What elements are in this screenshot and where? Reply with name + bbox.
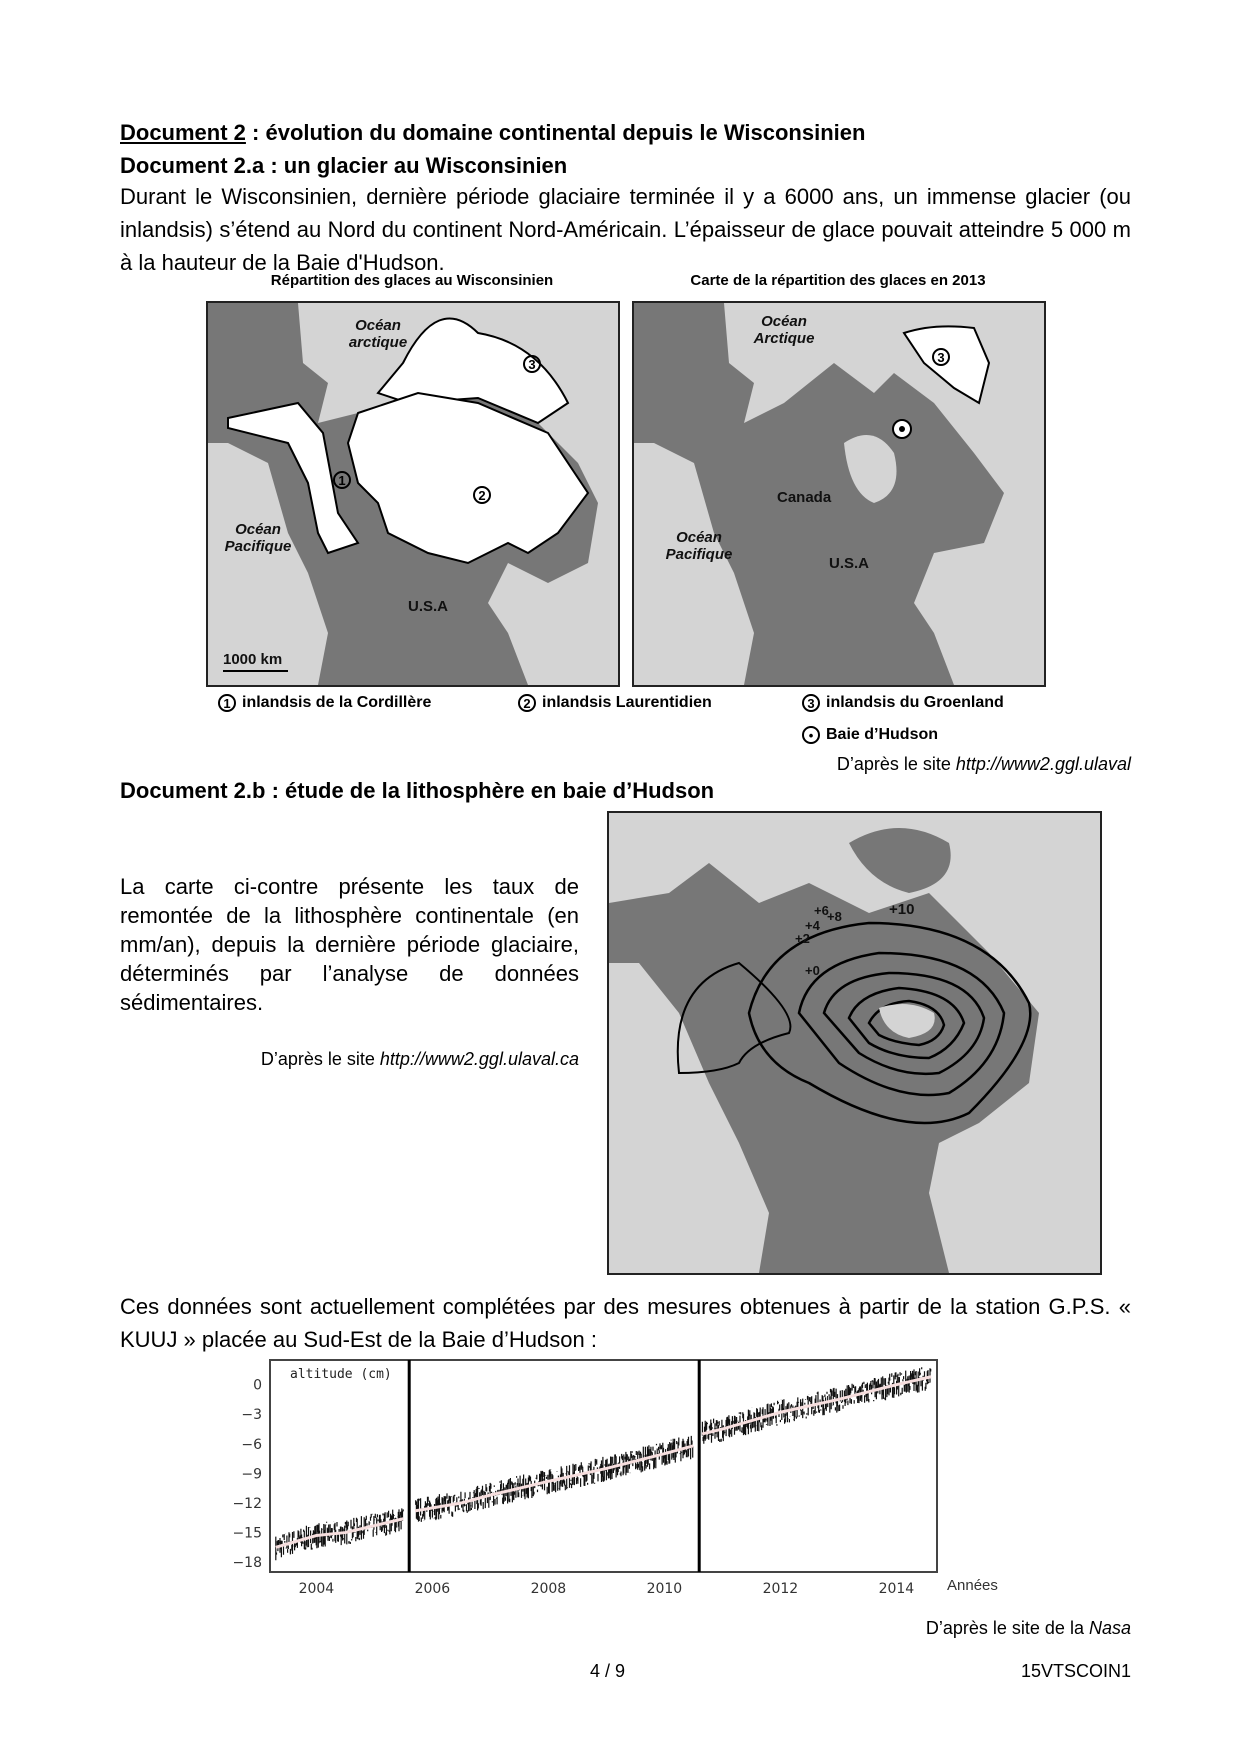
legend-num: 2 xyxy=(518,694,536,712)
x-tick-label: 2010 xyxy=(646,1581,683,1597)
doc2b-source xyxy=(261,1049,579,1070)
x-tick-label: 2004 xyxy=(298,1581,335,1597)
x-tick-label: 2006 xyxy=(414,1581,451,1597)
source-prefix: D’après le site xyxy=(836,754,956,774)
contour-label-6: +6 xyxy=(814,903,829,918)
doc2a-source xyxy=(837,754,1131,775)
contour-label-4: +4 xyxy=(805,918,820,933)
doc2-label: Document 2 xyxy=(120,120,246,145)
legend-label: inlandsis Laurentidien xyxy=(542,694,712,711)
map2-usa: U.S.A xyxy=(829,555,870,572)
legend-label: inlandsis de la Cordillère xyxy=(242,694,432,711)
doc2-title xyxy=(120,120,865,146)
map1-ocean-arctic: Océan arctique xyxy=(348,317,408,351)
x-tick-label: 2014 xyxy=(878,1581,915,1597)
legend-item-hudson xyxy=(802,726,938,744)
map1-marker-2: 2 xyxy=(473,486,491,504)
y-tick-label: −18 xyxy=(232,1555,262,1572)
source-prefix: D’après le site xyxy=(260,1049,380,1069)
doc2b-text: La carte ci-contre présente les taux de remontée de la lithosphère continentale (en mm/an), depuis la dernière période glaciaire, déterminés par l’analyse de données sédimentaires. xyxy=(120,874,579,1015)
y-axis-label: altitude (cm) xyxy=(290,1367,392,1382)
target-icon: • xyxy=(802,726,820,744)
contour-label-8: +8 xyxy=(827,909,842,924)
map1-marker-1: 1 xyxy=(333,471,351,489)
map1-scale: 1000 km xyxy=(223,651,283,668)
source-url: http://www2.ggl.ulaval xyxy=(955,754,1131,774)
map1-drawing xyxy=(208,303,618,685)
legend-label: Baie d’Hudson xyxy=(826,726,939,743)
y-tick-label: −12 xyxy=(232,1495,262,1512)
map1-marker-3: 3 xyxy=(523,355,541,373)
doc2a-text: Durant le Wisconsinien, dernière période glaciaire terminée il y a 6000 ans, un immense glacier (ou inlandsis) s’étend au Nord du continent Nord-Américain. L’épaisseur de glace pouvait atteindre 5 000 m à la hauteur de la Baie d'Hudson. xyxy=(120,184,1131,275)
gps-text: Ces données sont actuellement complétées par des mesures obtenues à partir de la station G.P.S. « KUUJ » placée au Sud-Est de la Baie d’Hudson : xyxy=(120,1294,1131,1352)
legend-num: 1 xyxy=(218,694,236,712)
map2-ocean-pacific: Océan Pacifique xyxy=(665,529,733,563)
gps-altitude-chart xyxy=(220,1350,1020,1620)
x-axis-label: Années xyxy=(947,1577,998,1594)
x-tick-label: 2008 xyxy=(530,1581,567,1597)
source-name: Nasa xyxy=(1088,1618,1131,1638)
map-2013 xyxy=(632,301,1046,687)
y-tick-label: −15 xyxy=(232,1525,262,1542)
y-tick-label: −6 xyxy=(241,1436,262,1453)
source-prefix: D’après le site de la xyxy=(925,1618,1089,1638)
x-tick-label: 2012 xyxy=(762,1581,799,1597)
page-number: 4 / 9 xyxy=(590,1661,626,1681)
document-code: 15VTSCOIN1 xyxy=(1020,1661,1131,1681)
legend-item-1 xyxy=(218,694,431,712)
legend-label: inlandsis du Groenland xyxy=(826,694,1004,711)
y-tick-label: −3 xyxy=(241,1407,262,1424)
map2-drawing xyxy=(634,303,1044,685)
map2-canada: Canada xyxy=(777,489,832,506)
contour-drawing xyxy=(609,813,1100,1273)
y-tick-label: −9 xyxy=(241,1466,262,1483)
legend-num: 3 xyxy=(802,694,820,712)
y-tick-label: 0 xyxy=(253,1377,262,1394)
map-wisconsinian xyxy=(206,301,620,687)
map1-ocean-pacific: Océan Pacifique xyxy=(224,521,292,555)
map2-ocean-arctic: Océan Arctique xyxy=(753,313,815,347)
contour-label-10: +10 xyxy=(889,901,915,918)
doc2-title-rest: : évolution du domaine continental depuis le Wisconsinien xyxy=(245,120,866,145)
legend-item-2 xyxy=(518,694,712,712)
source-url: http://www2.ggl.ulaval.ca xyxy=(379,1049,579,1069)
map2-title: Carte de la répartition des glaces en 2013 xyxy=(690,272,986,289)
contour-label-2: +2 xyxy=(795,931,810,946)
map1-title: Répartition des glaces au Wisconsinien xyxy=(270,272,554,289)
uplift-contour-map xyxy=(607,811,1102,1275)
doc2a-title: Document 2.a : un glacier au Wisconsinien xyxy=(120,153,568,178)
map1-usa: U.S.A xyxy=(408,598,449,615)
legend-item-3 xyxy=(802,694,1004,712)
nasa-source xyxy=(926,1618,1131,1639)
map2-marker-3: 3 xyxy=(932,348,950,366)
contour-label-0: +0 xyxy=(805,963,820,978)
doc2b-title: Document 2.b : étude de la lithosphère en baie d’Hudson xyxy=(120,778,715,803)
